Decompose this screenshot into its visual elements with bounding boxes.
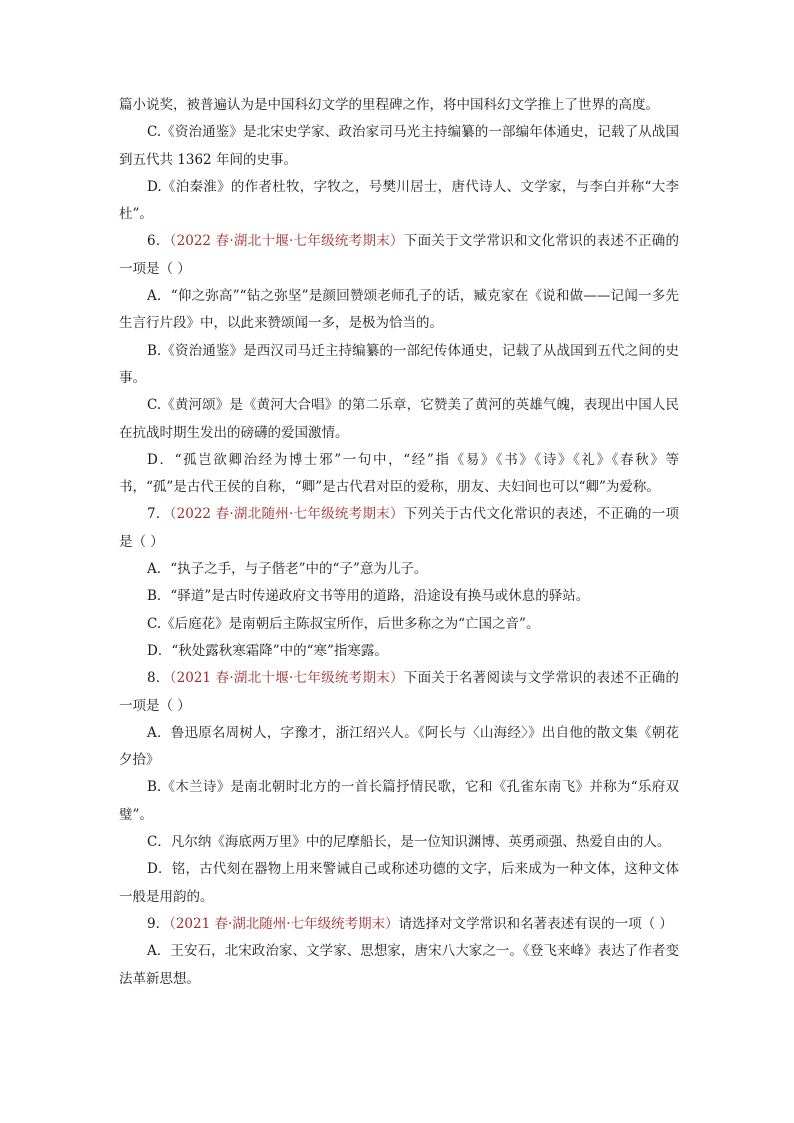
- question-source: （2021 春·湖北十堰·七年级统考期末）: [169, 670, 404, 687]
- question-number: 8．: [147, 670, 170, 687]
- q6-option-c: C.《黄河颂》是《黄河大合唱》的第二乐章，它赞美了黄河的英雄气魄，表现出中国人民在抗战时期生发出的磅礴的爱国激情。: [119, 397, 679, 441]
- q6-option-b: B.《资治通鉴》是西汉司马迁主持编纂的一部纪传体通史，记载了从战国到五代之间的史事。: [119, 342, 679, 386]
- q8-option-d: D．铭，古代刻在器物上用来警诫自己或称述功德的文字，后来成为一种文体，这种文体一般是用韵的。: [119, 861, 679, 905]
- q7-option-a: A．“执子之手，与子偕老”中的“子”意为儿子。: [147, 561, 428, 578]
- question-9: [119, 911, 679, 938]
- question-8: [119, 665, 679, 720]
- document-page: [119, 92, 679, 993]
- q6-option-d: D．“孤岂欲卿治经为博士邪”一句中，“经”指《易》《书》《诗》《礼》《春秋》等书，“孤”是古代王侯的自称，“卿”是古代君对臣的爱称，朋友、夫妇间也可以“卿”为爱称。: [119, 451, 679, 496]
- question-source: （2021 春·湖北随州·七年级统考期末）: [169, 915, 399, 932]
- q9-option-a: A．王安石，北宋政治家、文学家、思想家，唐宋八大家之一。《登飞来峰》表达了作者变法革新思想。: [119, 943, 679, 987]
- question-source: （2022 春·湖北随州·七年级统考期末）: [169, 506, 404, 523]
- question-text: 下列关于古代文化常识的表述，不正确的一项是（ ）: [119, 506, 680, 550]
- question-text: 请选择对文学常识和名著表述有误的一项（ ）: [398, 915, 673, 932]
- question-number: 9．: [147, 915, 170, 932]
- q8-option-a: A．鲁迅原名周树人，字豫才，浙江绍兴人。《阿长与〈山海经〉》出自他的散文集《朝花夕拾》: [119, 724, 679, 769]
- q7-option-c: C.《后庭花》是南朝后主陈叔宝所作，后世多称之为“亡国之音”。: [147, 615, 540, 632]
- question-7: [119, 501, 679, 556]
- question-number: 6．: [147, 233, 170, 250]
- paragraph-continuation: 篇小说奖，被普遍认为是中国科幻文学的里程碑之作，将中国科幻文学推上了世界的高度。: [119, 97, 659, 113]
- q8-option-b: B.《木兰诗》是南北朝时北方的一首长篇抒情民歌，它和《孔雀东南飞》并称为“乐府双璧”。: [119, 779, 679, 823]
- question-6: [119, 228, 679, 283]
- q7-option-d: D．“秋处露秋寒霜降”中的“寒”指寒露。: [147, 642, 388, 659]
- q6-option-a: A．“仰之弥高”“钻之弥坚”是颜回赞颂老师孔子的话，臧克家在《说和做——记闻一多先生言行片段》中，以此来赞颂闻一多，是极为恰当的。: [119, 288, 679, 332]
- option-c: C.《资治通鉴》是北宋史学家、政治家司马光主持编纂的一部编年体通史，记载了从战国到五代共 1362 年间的史事。: [119, 124, 679, 168]
- q8-option-c: C．凡尔纳《海底两万里》中的尼摩船长，是一位知识渊博、英勇顽强、热爱自由的人。: [147, 834, 671, 851]
- question-text: 下面关于文学常识和文化常识的表述不正确的一项是（ ）: [119, 233, 680, 277]
- option-d: D.《泊秦淮》的作者杜牧，字牧之，号樊川居士，唐代诗人、文学家，与李白并称“大李杜”。: [119, 178, 679, 223]
- question-number: 7．: [147, 506, 170, 523]
- question-text: 下面关于名著阅读与文学常识的表述不正确的一项是（ ）: [119, 670, 680, 714]
- question-source: （2022 春·湖北十堰·七年级统考期末）: [169, 233, 404, 250]
- q7-option-b: B．“驿道”是古时传递政府文书等用的道路，沿途设有换马或休息的驿站。: [147, 588, 590, 605]
